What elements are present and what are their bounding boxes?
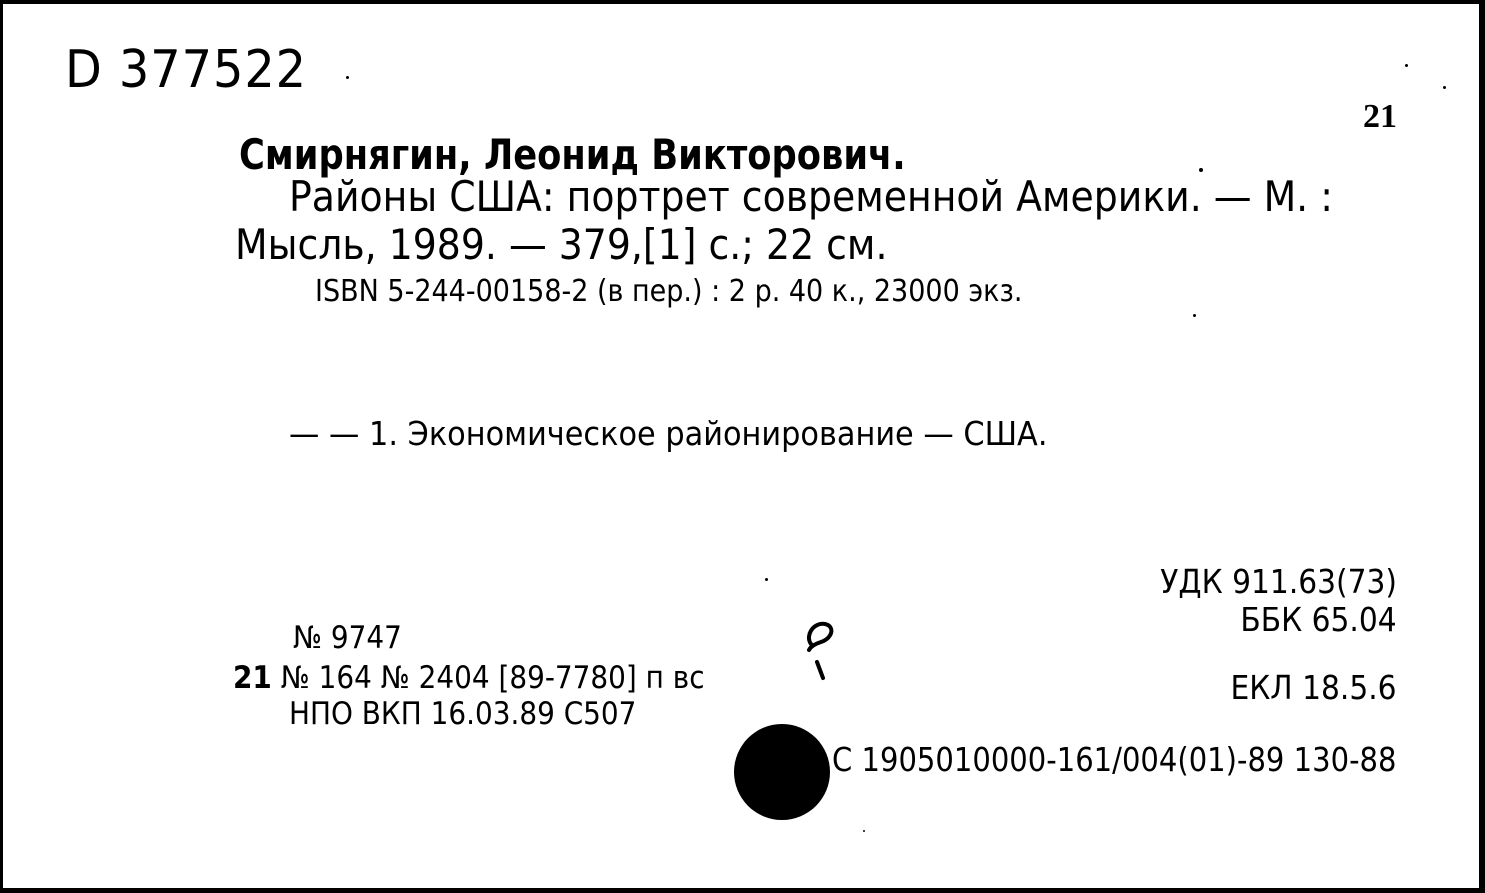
bbk-classification: ББК 65.04 [1240, 600, 1397, 639]
punched-hole-icon [734, 724, 830, 820]
udk-classification: УДК 911.63(73) [1160, 562, 1397, 601]
print-details-text: № 164 № 2404 [89-7780] п вс [280, 660, 705, 696]
dust-speck [1443, 86, 1446, 89]
dust-speck [1199, 168, 1203, 172]
publication-code: С 1905010000-161/004(01)-89 130-88 [832, 740, 1397, 779]
dust-speck [346, 76, 349, 79]
handwritten-catalog-id: D 377522 [65, 40, 308, 100]
dust-speck [1405, 64, 1408, 67]
print-lead-number: 21 [233, 660, 272, 696]
handwritten-pencil-mark-icon [801, 610, 841, 690]
subject-heading: — — 1. Экономическое районирование — США. [289, 414, 1048, 453]
page-number: 21 [1363, 98, 1397, 135]
dust-speck [1193, 314, 1196, 317]
publication-details: Мысль, 1989. — 379,[1] с.; 22 см. [235, 220, 888, 269]
order-number: № 9747 [293, 620, 402, 656]
ekl-classification: ЕКЛ 18.5.6 [1230, 668, 1397, 707]
dust-speck [765, 578, 768, 581]
title-statement: Районы США: портрет современной Америки. — М. : [289, 172, 1333, 221]
dust-speck [863, 830, 865, 832]
print-details [233, 660, 705, 696]
npo-line: НПО ВКП 16.03.89 С507 [289, 696, 637, 732]
author-heading: Смирнягин, Леонид Викторович. [239, 130, 906, 179]
isbn-line: ISBN 5-244-00158-2 (в пер.) : 2 р. 40 к., 23000 экз. [315, 274, 1023, 309]
